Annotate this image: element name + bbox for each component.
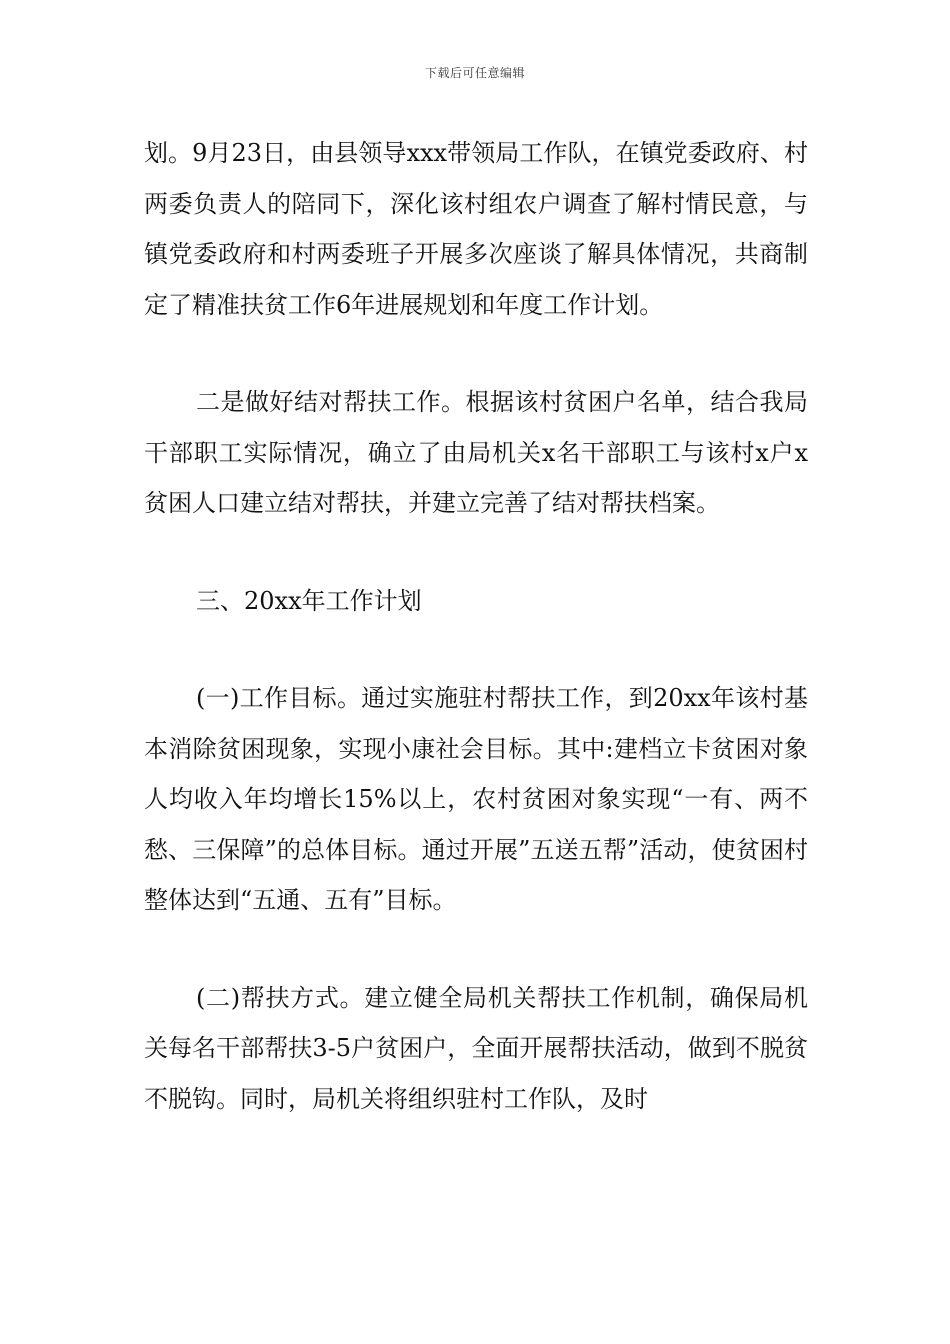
document-body — [144, 128, 808, 1124]
section-heading-work-plan: 三、20xx年工作计划 — [196, 586, 422, 615]
page-header: 下载后可任意编辑 — [424, 66, 525, 80]
paragraph-assistance-methods: (二)帮扶方式。建立健全局机关帮扶工作机制，确保局机关每名干部帮扶3-5户贫困户，全面开展帮扶活动，做到不脱贫不脱钩。同时，局机关将组织驻村工作队，及时 — [144, 983, 808, 1113]
paragraph-continuation: 划。9月23日，由县领导xxx带领局工作队，在镇党委政府、村两委负责人的陪同下，深化该村组农户调查了解村情民意，与镇党委政府和村两委班子开展多次座谈了解具体情况，共商制定了精准扶贫工作6年进展规划和年度工作计划。 — [144, 139, 808, 319]
paragraph-gap — [144, 926, 808, 973]
paragraph-gap — [144, 529, 808, 576]
paragraph-gap — [144, 330, 808, 377]
paragraph-work-goals: (一)工作目标。通过实施驻村帮扶工作，到20xx年该村基本消除贫困现象，实现小康社会目标。其中:建档立卡贫困对象人均收入年均增长15%以上，农村贫困对象实现“一有、两不愁、三保障”的总体目标。通过开展”五送五帮”活动，使贫困村整体达到“五通、五有”目标。 — [144, 684, 808, 914]
paragraph-pairing-assistance: 二是做好结对帮扶工作。根据该村贫困户名单，结合我局干部职工实际情况，确立了由局机关x名干部职工与该村x户x贫困人口建立结对帮扶，并建立完善了结对帮扶档案。 — [144, 388, 808, 517]
paragraph-gap — [144, 626, 808, 673]
